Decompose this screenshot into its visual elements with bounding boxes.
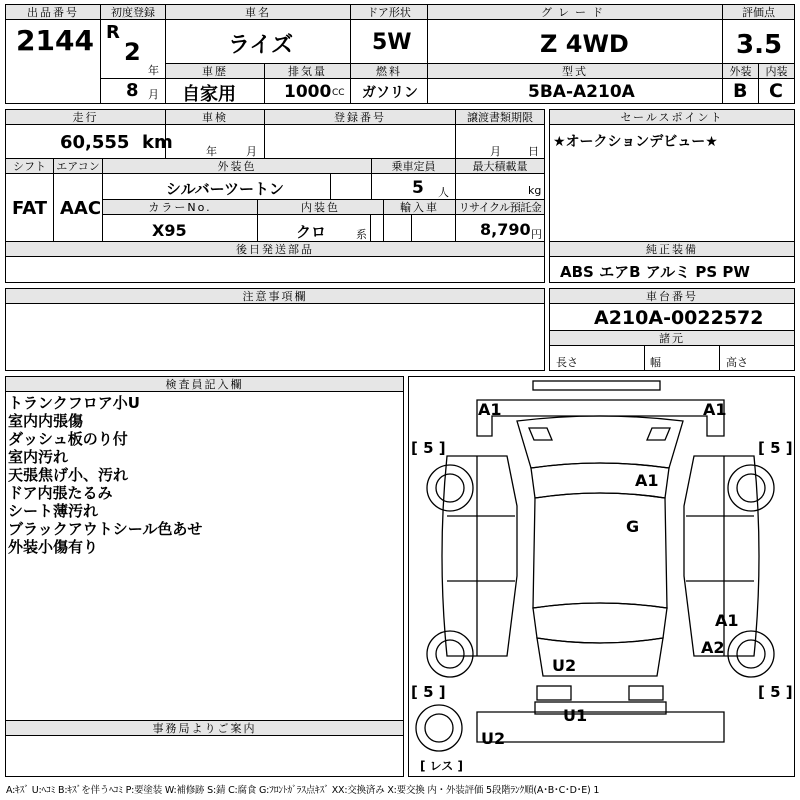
recycle-label: リサイクル預託金	[455, 199, 545, 215]
office-label: 事務局よりご案内	[5, 720, 404, 736]
damage-mark: U2	[481, 729, 506, 748]
later-parts-label: 後日発送部品	[5, 241, 545, 257]
model-value: 5BA-A210A	[528, 82, 635, 102]
exterior-value: B	[733, 80, 748, 102]
damage-mark: A1	[635, 471, 659, 490]
mileage-value: 60,555	[60, 132, 130, 153]
genuine-value: ABS エアB アルミ PS PW	[560, 263, 750, 281]
seats-unit: 人	[438, 186, 449, 199]
length-label: 長さ	[556, 356, 578, 369]
spare-tire-label: [ レス ]	[420, 759, 463, 773]
sales-point-label: セールスポイント	[549, 109, 795, 125]
spec-label: 諸元	[549, 330, 795, 346]
note-line: ダッシュ板のり付	[8, 430, 128, 448]
caution-label: 注意事項欄	[5, 288, 545, 304]
chassis-value: A210A-0022572	[594, 307, 764, 329]
note-line: トランクフロア小U	[8, 394, 140, 412]
door-label: ドア形状	[350, 4, 428, 20]
import-sub	[411, 214, 412, 242]
year-unit: 年	[148, 64, 159, 77]
height-label: 高さ	[726, 356, 748, 369]
tire-tread: [ 5 ]	[411, 683, 446, 701]
first-reg-label: 初度登録	[100, 4, 166, 20]
seats-value: 5	[412, 178, 424, 198]
car-name-value: ライズ	[228, 33, 294, 58]
interior-value: C	[769, 80, 783, 102]
chassis-label: 車台番号	[549, 288, 795, 304]
damage-mark: A1	[703, 400, 727, 419]
note-line: 外装小傷有り	[8, 538, 99, 556]
door-value: 5W	[372, 30, 412, 55]
shift-label: シフト	[5, 158, 54, 174]
inspector-notes	[8, 394, 202, 556]
interior-label: 内装	[758, 63, 795, 79]
displacement-value: 1000	[284, 82, 332, 102]
width-label: 幅	[650, 356, 661, 369]
score-value: 3.5	[736, 30, 783, 60]
recycle-unit: 円	[531, 228, 542, 241]
mileage-unit: km	[142, 132, 173, 153]
grade-value: Z 4WD	[540, 30, 629, 58]
color-no-value: X95	[152, 221, 187, 240]
maxload-label: 最大積載量	[455, 158, 545, 174]
seats-label: 乗車定員	[371, 158, 456, 174]
inspector-label: 検査員記入欄	[5, 376, 404, 392]
damage-mark: G	[626, 517, 640, 536]
transfer-month-unit: 月	[490, 145, 501, 158]
tire-tread: [ 5 ]	[758, 439, 793, 457]
note-line: ドア内張たるみ	[8, 484, 113, 502]
damage-mark: A1	[478, 400, 502, 419]
ac-label: エアコン	[53, 158, 103, 174]
displacement-label: 排気量	[264, 63, 351, 79]
tire-tread: [ 5 ]	[758, 683, 793, 701]
lot-label: 出品番号	[5, 4, 101, 20]
sales-point-text: ★オークションデビュー★	[553, 134, 718, 150]
ext-color-label: 外装色	[102, 158, 372, 174]
note-line: 室内汚れ	[8, 448, 69, 466]
month-value: 8	[126, 80, 139, 101]
note-line: 天張焦げ小、汚れ	[8, 466, 129, 484]
genuine-label: 純正装備	[549, 241, 795, 257]
recycle-value: 8,790	[480, 220, 531, 239]
note-line: ブラックアウトシール色あせ	[8, 520, 203, 538]
ext-color-sub	[330, 173, 372, 200]
year-value: 2	[124, 38, 141, 66]
inspection-year-unit: 年	[206, 145, 217, 158]
inspection-label: 車検	[165, 109, 265, 125]
exterior-label: 外装	[722, 63, 759, 79]
transfer-label: 譲渡書類期限	[455, 109, 545, 125]
color-no-label: カラーNo.	[102, 199, 258, 215]
shift-value: FAT	[12, 198, 48, 219]
lot-value: 2144	[16, 24, 94, 57]
displacement-unit: CC	[332, 88, 345, 98]
int-color-sub	[370, 214, 384, 242]
ac-value: AAC	[60, 198, 102, 219]
ext-color-value: シルバーツートン	[166, 180, 284, 198]
maxload-unit: kg	[528, 184, 542, 197]
damage-mark: U1	[563, 706, 588, 725]
int-color-unit: 系	[356, 228, 367, 241]
history-label: 車歴	[165, 63, 265, 79]
transfer-day-unit: 日	[528, 145, 539, 158]
score-label: 評価点	[722, 4, 795, 20]
sales-point-box	[549, 109, 795, 242]
car-name-label: 車名	[165, 4, 351, 20]
fuel-value: ガソリン	[362, 85, 418, 101]
legend: A:ｷｽﾞ U:ﾍｺﾐ B:ｷｽﾞを伴うﾍｺﾐ P:要塗装 W:補修跡 S:錆 C:腐食 G:ﾌﾛﾝﾄｶﾞﾗｽ点ｷｽﾞ XX:交換済み X:要交換 内・外装評価 5段階ﾗﾝｸ順(A･B･C･D･E) 1	[6, 785, 600, 796]
note-line: 室内内張傷	[8, 412, 84, 430]
grade-label: グレード	[427, 4, 723, 20]
import-label: 輸入車	[383, 199, 456, 215]
fuel-label: 燃料	[350, 63, 428, 79]
damage-mark: A2	[701, 638, 725, 657]
tire-tread: [ 5 ]	[411, 439, 446, 457]
mileage-label: 走行	[5, 109, 166, 125]
month-unit: 月	[148, 88, 159, 101]
reg-divider	[100, 78, 166, 79]
inspection-month-unit: 月	[246, 145, 257, 158]
int-color-value: クロ	[296, 223, 327, 241]
damage-mark: A1	[715, 611, 739, 630]
int-color-label: 内装色	[257, 199, 384, 215]
damage-mark: U2	[552, 656, 577, 675]
model-label: 型式	[427, 63, 723, 79]
car-diagram	[407, 376, 794, 777]
note-line: シート薄汚れ	[8, 502, 99, 520]
era-value: R	[106, 22, 120, 43]
history-value: 自家用	[182, 84, 236, 105]
reg-no-label: 登録番号	[264, 109, 456, 125]
